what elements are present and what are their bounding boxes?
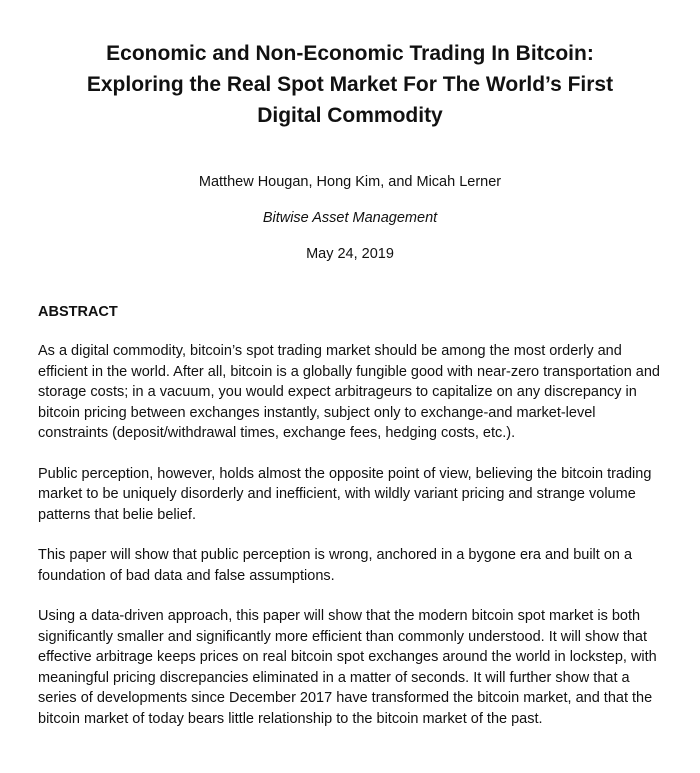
title-line-2: Exploring the Real Spot Market For The World’s First	[86, 73, 614, 96]
authors: Matthew Hougan, Hong Kim, and Micah Lerner	[198, 174, 502, 190]
publication-date: May 24, 2019	[306, 246, 394, 262]
abstract-paragraph-4: Using a data-driven approach, this paper will show that the modern bitcoin spot market is both significantly smaller and significantly more efficient than commonly understood. It will show that effective arbitrage keeps prices on real bitcoin spot exchanges around the world in lockstep, with meaningful pricing discrepancies eliminated in a matter of seconds. It will further show that a series of developments since December 2017 have transformed the bitcoin market, and that the bitcoin market of today bears little relationship to the bitcoin market of the past.	[38, 608, 657, 727]
abstract-heading: ABSTRACT	[38, 304, 118, 320]
title-line-3: Digital Commodity	[257, 104, 443, 127]
paper-title	[38, 0, 662, 131]
abstract-paragraph-1: As a digital commodity, bitcoin’s spot trading market should be among the most orderly and efficient in the world. After all, bitcoin is a globally fungible good with near-zero transportation and storage costs; in a vacuum, you would expect arbitrageurs to capitalize on any discrepancy in bitcoin pricing between exchanges instantly, subject only to exchange-and market-level constraints (deposit/withdrawal times, exchange fees, hedging costs, etc.).	[38, 343, 660, 441]
title-line-1: Economic and Non-Economic Trading In Bitcoin:	[106, 42, 594, 65]
affiliation: Bitwise Asset Management	[262, 210, 438, 226]
abstract-paragraph-3: This paper will show that public perception is wrong, anchored in a bygone era and built on a foundation of bad data and false assumptions.	[38, 547, 633, 584]
abstract-paragraph-2: Public perception, however, holds almost the opposite point of view, believing the bitcoin trading market to be uniquely disorderly and inefficient, with wildly variant pricing and strange volume patterns that belie belief.	[38, 465, 652, 523]
